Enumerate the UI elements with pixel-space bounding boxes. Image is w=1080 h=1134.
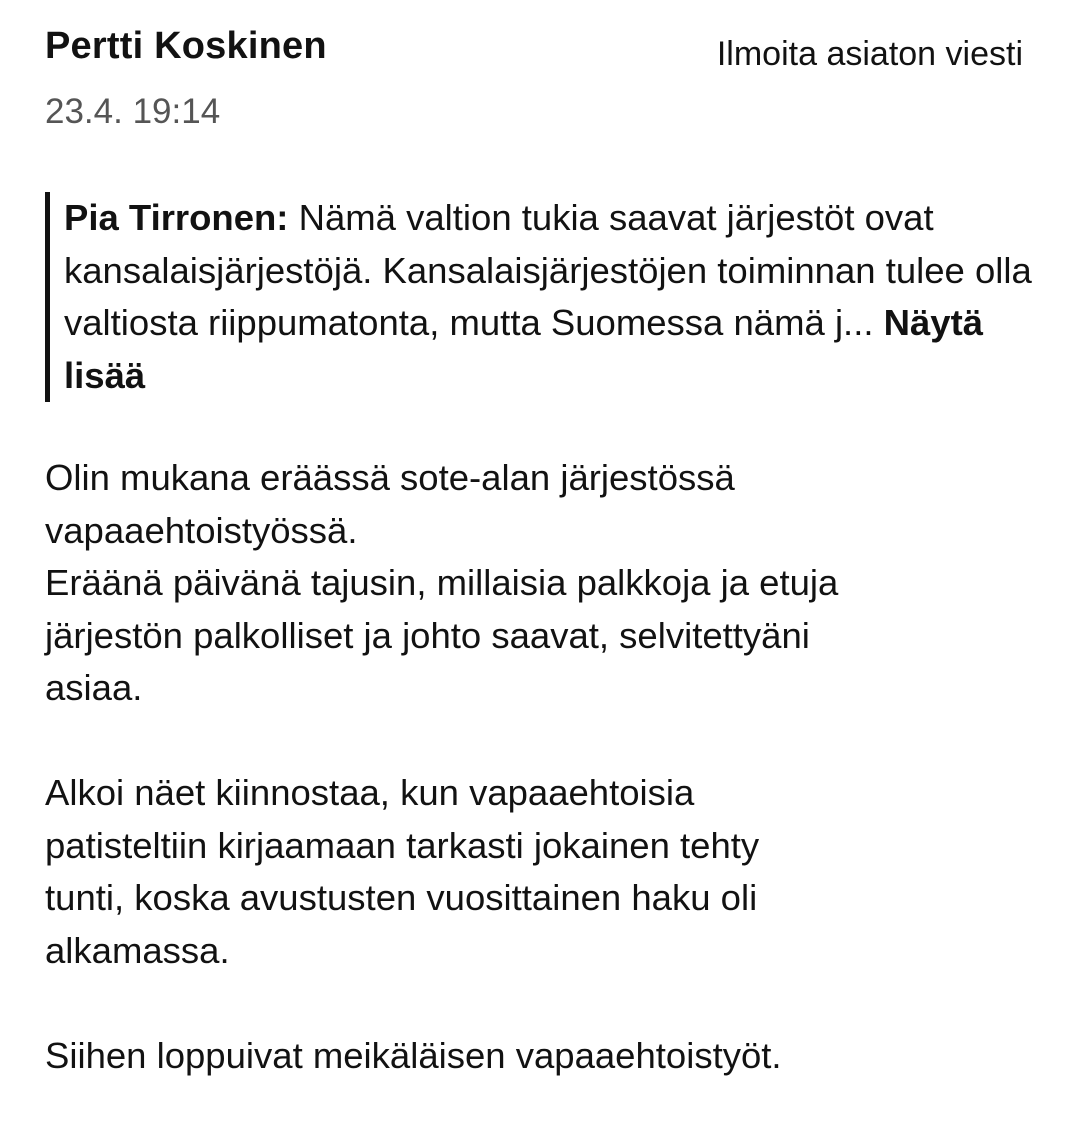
text-line: Siihen loppuivat meikäläisen vapaaehtoistyöt. bbox=[45, 1034, 782, 1076]
text-line: patisteltiin kirjaamaan tarkasti jokainen tehty bbox=[45, 824, 760, 866]
comment-paragraph bbox=[45, 452, 1035, 715]
quoted-comment bbox=[45, 192, 1036, 402]
report-link[interactable]: Ilmoita asiaton viesti bbox=[716, 35, 1023, 73]
text-line: Eräänä päivänä tajusin, millaisia palkkoja ja etuja bbox=[45, 562, 839, 603]
text-line: Olin mukana eräässä sote-alan järjestössä bbox=[45, 457, 735, 498]
comment-header bbox=[45, 22, 1035, 82]
comment-paragraph bbox=[45, 767, 1035, 977]
show-more-link[interactable]: Näytä lisää bbox=[64, 302, 984, 396]
text-line: järjestön palkolliset ja johto saavat, selvitettyäni bbox=[45, 614, 810, 656]
comment bbox=[45, 22, 1035, 1082]
text-line: asiaa. bbox=[45, 667, 143, 708]
comment-timestamp: 23.4. 19:14 bbox=[45, 92, 221, 131]
comment-paragraph bbox=[45, 1030, 1035, 1083]
text-line: alkamassa. bbox=[45, 929, 230, 971]
text-line: tunti, koska avustusten vuosittainen haku oli bbox=[45, 877, 758, 918]
text-line: Alkoi näet kiinnostaa, kun vapaaehtoisia bbox=[45, 772, 695, 813]
comment-author[interactable]: Pertti Koskinen bbox=[45, 25, 327, 67]
text-line: vapaaehtoistyössä. bbox=[45, 509, 358, 551]
comment-body bbox=[45, 452, 1035, 1082]
quoted-text: Nämä valtion tukia saavat järjestöt ovat kansalaisjärjestöjä. Kansalaisjärjestöjen toiminnan tulee olla valtiosta riippumatonta, mutta Suomessa nämä j... bbox=[64, 197, 1032, 343]
quoted-author: Pia Tirronen: bbox=[64, 197, 289, 238]
